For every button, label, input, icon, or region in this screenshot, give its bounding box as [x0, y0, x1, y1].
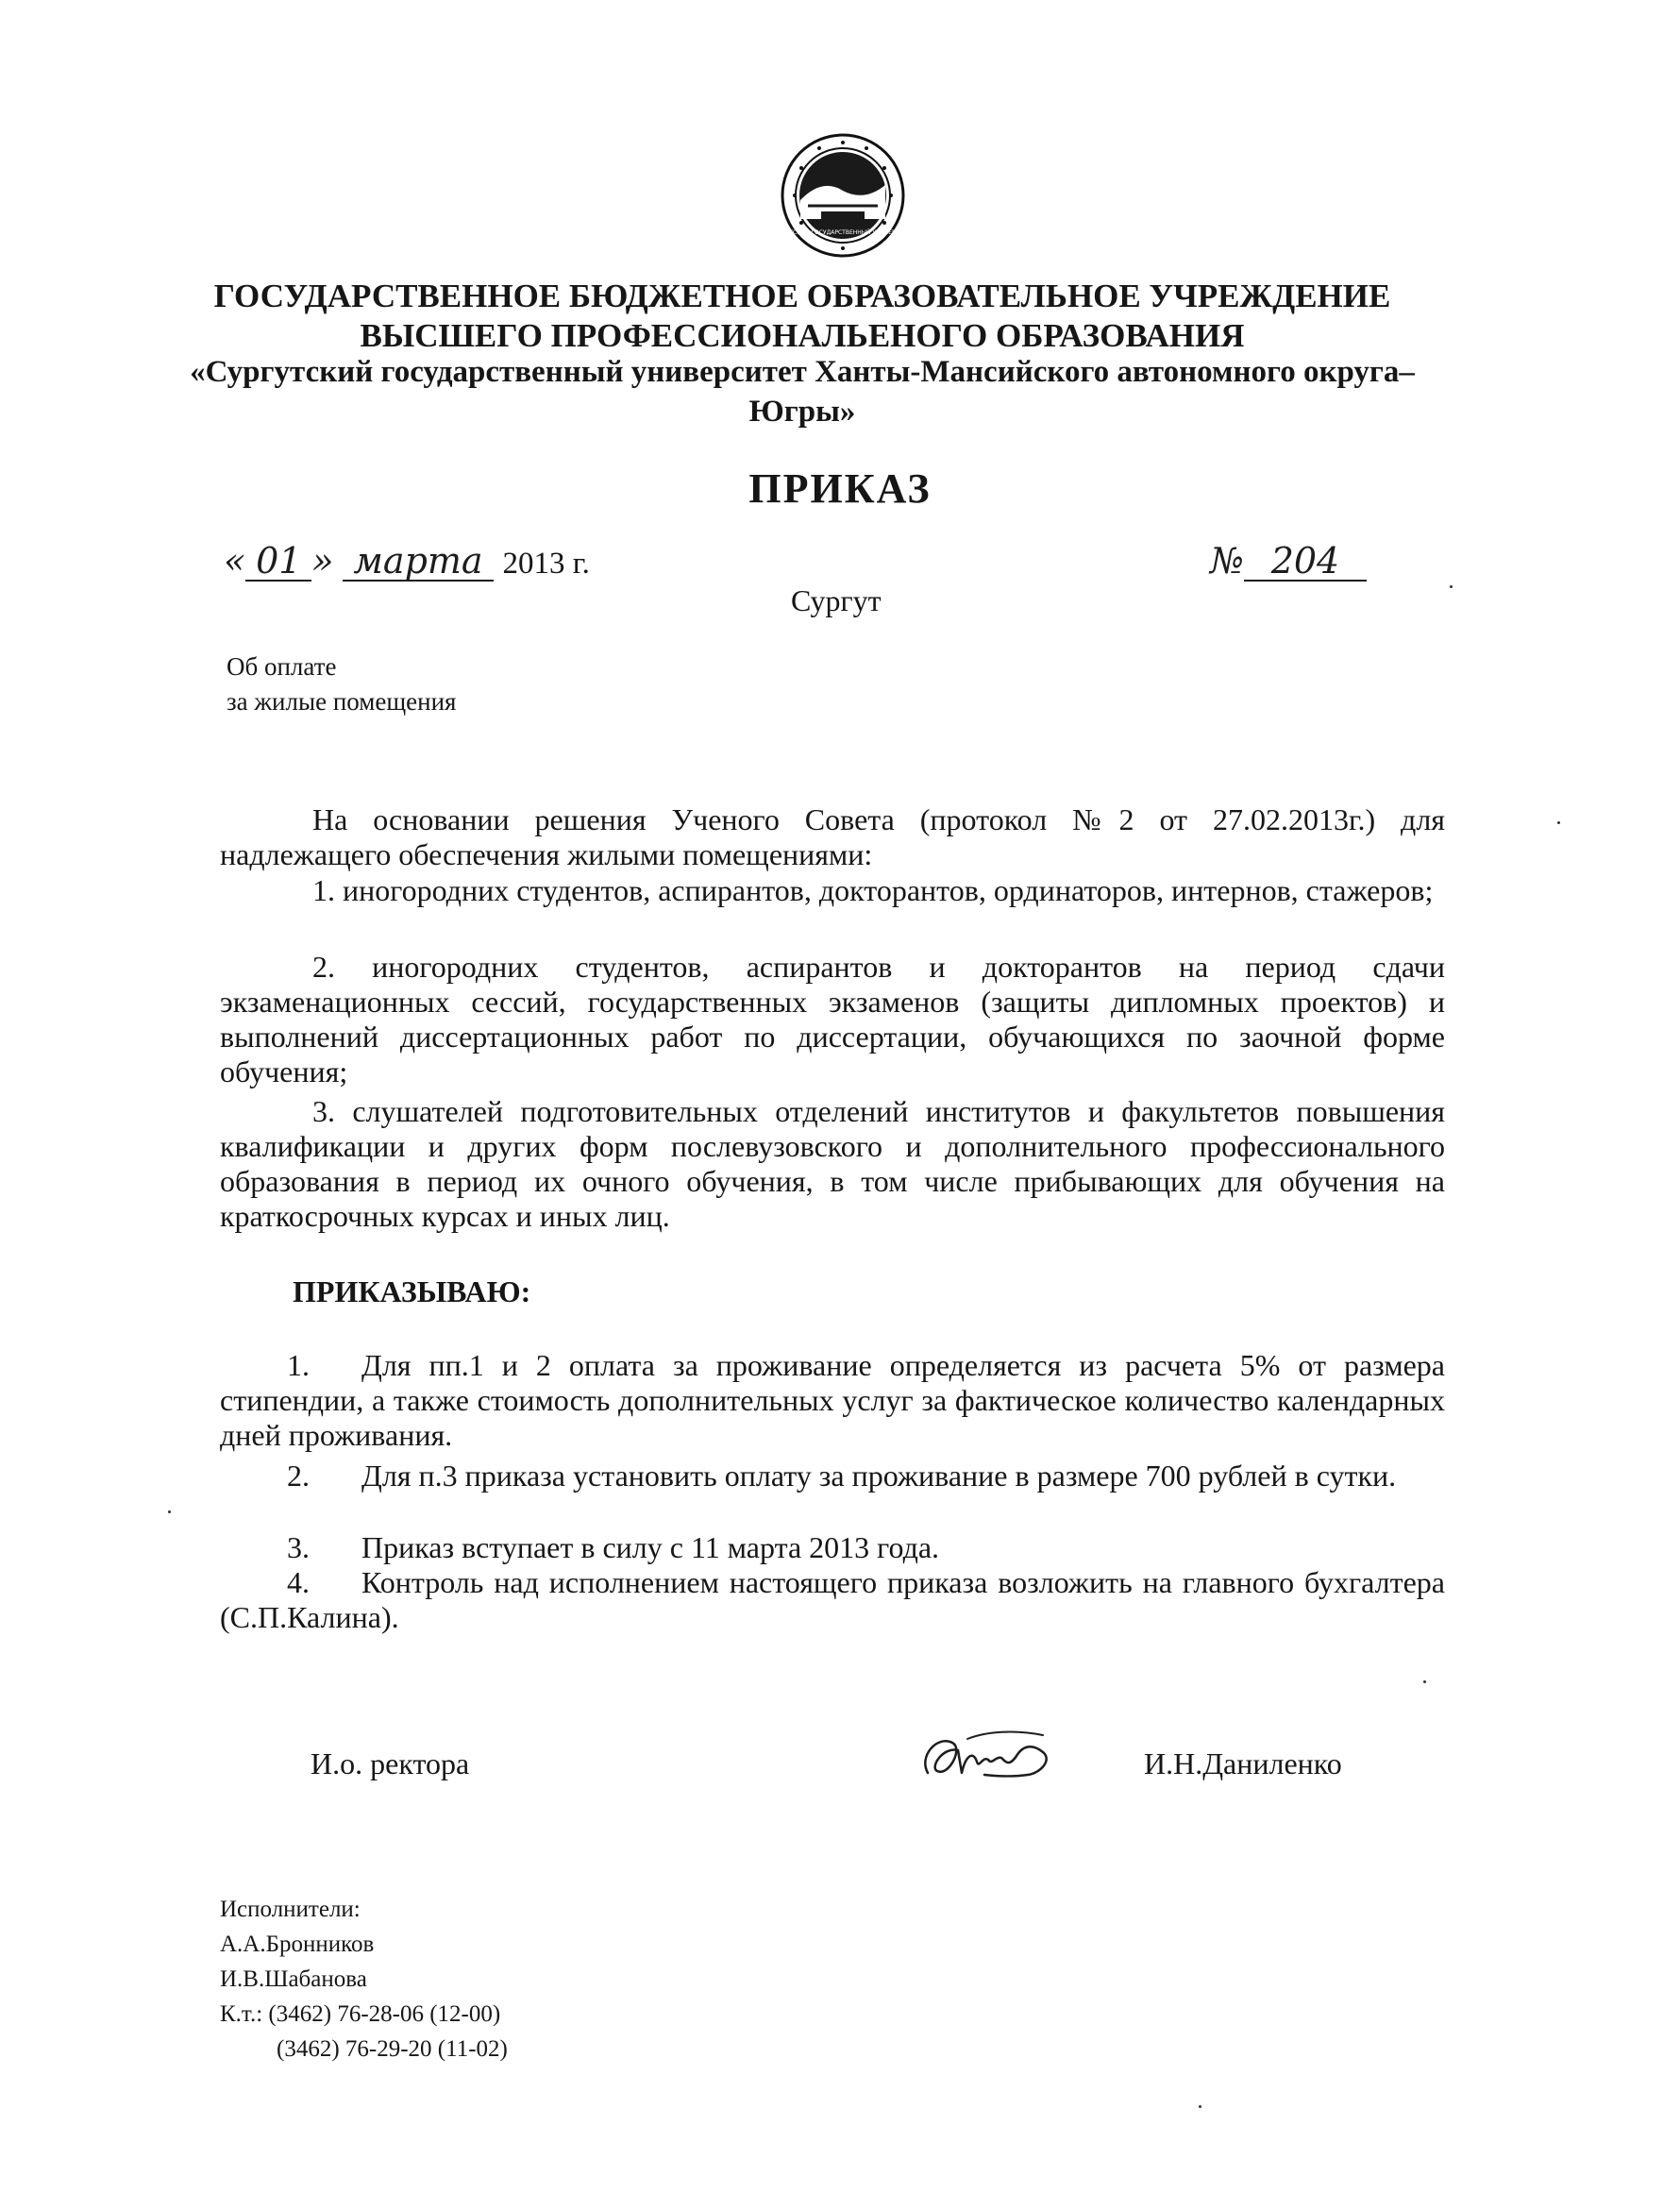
basis-list-item: 1. иногородних студентов, аспирантов, докторантов, ординаторов, интернов, стажеров;	[312, 873, 1434, 907]
executors-heading: Исполнители:	[220, 1897, 361, 1922]
order-item-number: 1.	[287, 1348, 310, 1382]
header-line-2: ВЫСШЕГО ПРОФЕССИОНАЛЬЕНОГО ОБРАЗОВАНИЯ	[360, 317, 1245, 354]
order-date	[224, 540, 590, 582]
executor-name: А.А.Бронников	[220, 1932, 375, 1957]
scan-speck	[1450, 585, 1453, 588]
scan-speck	[1199, 2105, 1201, 2108]
emblem-label: СУРГУТСКИЙ ГОСУДАРСТВЕННЫЙ УНИВЕРСИТЕТ	[771, 229, 915, 236]
subject	[227, 650, 456, 719]
subject-line-1: Об оплате	[227, 652, 337, 681]
order-item-number: 3.	[287, 1530, 310, 1564]
date-day: 01	[245, 542, 311, 582]
executor-name: И.В.Шабанова	[220, 1966, 367, 1992]
scan-speck	[1557, 821, 1560, 824]
contact-phone: К.т.: (3462) 76-28-06 (12-00)	[220, 2001, 501, 2027]
scan-speck	[168, 1510, 171, 1513]
order-item	[220, 1530, 1445, 1565]
basis-list-item: 3. слушателей подготовительных отделений институтов и факультетов повышения квалификации и других форм послевузовского и дополнительного профессионального образования в период их очного обучения, в том числе прибывающих для обучения на краткосрочных курсах и иных лиц.	[220, 1094, 1445, 1233]
number-prefix: №	[1210, 540, 1244, 582]
date-month: марта	[343, 542, 494, 582]
number-value: 204	[1244, 542, 1367, 582]
date-close-quote: »	[311, 540, 334, 582]
order-item-text: Для п.3 приказа установить оплату за проживание в размере 700 рублей в сутки.	[361, 1459, 1397, 1493]
order-item-number: 4.	[287, 1565, 310, 1599]
order-heading: ПРИКАЗЫВАЮ:	[293, 1274, 531, 1308]
order-item	[220, 1459, 1445, 1493]
basis-list-item: 2. иногородних студентов, аспирантов и докторантов на период сдачи экзаменационных сессий, государственных экзаменов (защиты дипломных проектов) и выполнений диссертационных работ по диссертации, обучающихся по заочной форме обучения;	[220, 950, 1445, 1088]
executors-block	[220, 1892, 508, 2067]
city: Сургут	[791, 583, 882, 617]
order-item-text: Контроль над исполнением настоящего приказа возложить на главного бухгалтера (С.П.Калина).	[220, 1565, 1445, 1634]
subject-line-2: за жилые помещения	[227, 687, 457, 716]
date-year: 2013 г.	[502, 547, 590, 581]
signatory-title: И.о. ректора	[311, 1746, 470, 1780]
order-item-text: Приказ вступает в силу с 11 марта 2013 года.	[361, 1530, 940, 1564]
order-item-text: Для пп.1 и 2 оплата за проживание определяется из расчета 5% от размера стипендии, а также стоимость дополнительных услуг за фактическое количество календарных дней проживания.	[220, 1348, 1445, 1452]
order-number	[1210, 540, 1367, 582]
intro-paragraph: На основании решения Ученого Совета (протокол №2 от 27.02.2013г.) для надлежащего обеспечения жилыми помещениями:	[220, 802, 1445, 871]
university-emblem-icon	[771, 132, 915, 259]
scan-speck	[1423, 1680, 1426, 1683]
order-item	[220, 1565, 1445, 1635]
order-item-number: 2.	[287, 1459, 310, 1493]
handwritten-signature-icon	[911, 1718, 1062, 1794]
order-item	[220, 1348, 1445, 1453]
page-title: ПРИКАЗ	[748, 465, 932, 512]
header-line-1: ГОСУДАРСТВЕННОЕ БЮДЖЕТНОЕ ОБРАЗОВАТЕЛЬНОЕ УЧРЕЖДЕНИЕ	[213, 278, 1391, 314]
contact-phone: (3462) 76-29-20 (11-02)	[277, 2036, 508, 2062]
date-open-quote: «	[224, 540, 246, 582]
signatory-name: И.Н.Даниленко	[1144, 1746, 1342, 1780]
header-line-3: «Сургутский государственный университет Ханты-Мансийского автономного округа–	[190, 355, 1415, 389]
header-line-4: Югры»	[748, 395, 856, 429]
